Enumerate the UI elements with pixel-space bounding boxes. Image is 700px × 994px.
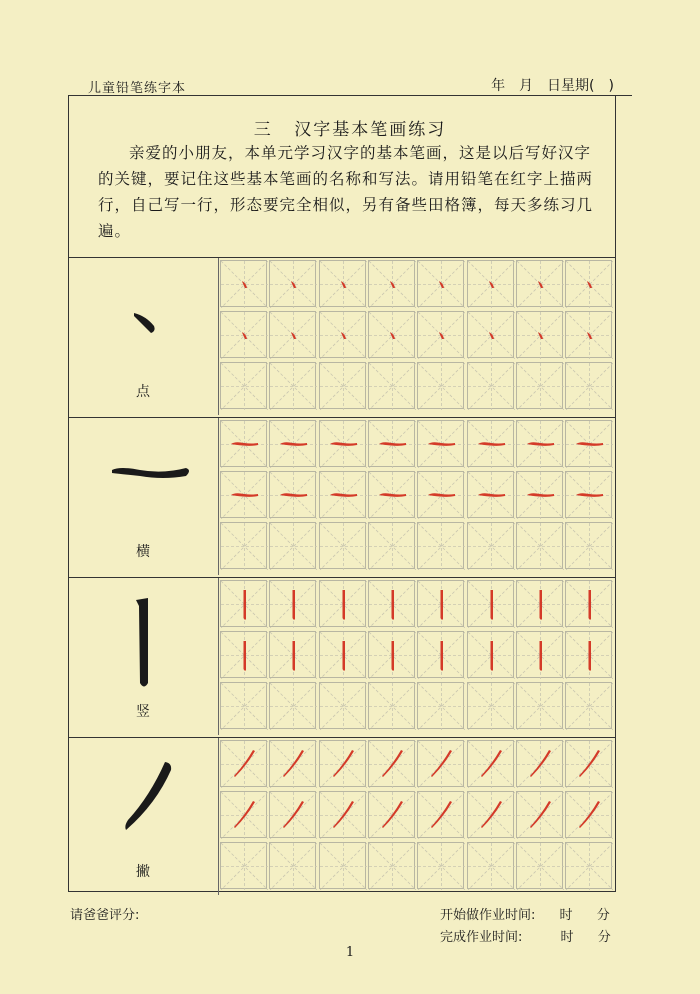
trace-cell[interactable]	[319, 580, 366, 627]
trace-cell[interactable]	[467, 740, 514, 787]
model-stroke	[112, 468, 189, 478]
traced-stroke	[589, 590, 592, 620]
stroke-section-pie	[68, 737, 616, 896]
trace-cell[interactable]	[417, 631, 464, 678]
practice-cell[interactable]	[319, 682, 366, 729]
start-time-label: 开始做作业时间:	[440, 908, 536, 923]
trace-cell[interactable]	[565, 311, 612, 358]
lesson-intro: 亲爱的小朋友，本单元学习汉字的基本笔画，这是以后写好汉字的关键，要记住这些基本笔画的名称和写法。请用铅笔在红字上描两行，自己写一行，形态要完全相似，另有备些田格簿，每天多练习几遍。	[98, 144, 594, 240]
traced-stroke	[391, 590, 394, 620]
trace-cell[interactable]	[220, 791, 267, 838]
trace-cell[interactable]	[269, 631, 316, 678]
stroke-section-shu	[68, 577, 616, 736]
trace-cell[interactable]	[516, 740, 563, 787]
model-character	[68, 738, 219, 895]
end-hour-label: 时	[560, 930, 574, 945]
model-stroke	[136, 598, 148, 687]
trace-cell[interactable]	[516, 631, 563, 678]
traced-stroke	[293, 590, 296, 620]
date-line: 年 月 日星期( )	[491, 78, 614, 94]
trace-cell[interactable]	[467, 580, 514, 627]
trace-cell[interactable]	[368, 260, 415, 307]
stroke-section-dian	[68, 257, 616, 416]
practice-cell[interactable]	[516, 522, 563, 569]
practice-cell[interactable]	[220, 842, 267, 889]
lesson-title-text: 汉字基本笔画练习	[294, 120, 447, 140]
traced-stroke	[441, 590, 444, 620]
trace-cell[interactable]	[368, 631, 415, 678]
practice-cell[interactable]	[220, 522, 267, 569]
trace-cell[interactable]	[417, 580, 464, 627]
practice-cell[interactable]	[319, 522, 366, 569]
trace-cell[interactable]	[319, 740, 366, 787]
traced-stroke	[342, 590, 345, 620]
end-time-label: 完成作业时间:	[440, 930, 523, 945]
start-time-row	[440, 904, 610, 923]
practice-cell[interactable]	[565, 522, 612, 569]
trace-cell[interactable]	[516, 471, 563, 518]
practice-cell[interactable]	[417, 522, 464, 569]
practice-cell[interactable]	[516, 682, 563, 729]
trace-cell[interactable]	[220, 260, 267, 307]
trace-cell[interactable]	[467, 420, 514, 467]
practice-cell[interactable]	[417, 682, 464, 729]
practice-cell[interactable]	[417, 842, 464, 889]
practice-cell[interactable]	[565, 682, 612, 729]
practice-cell[interactable]	[516, 362, 563, 409]
traced-stroke	[539, 590, 542, 620]
model-stroke	[125, 762, 171, 830]
traced-stroke	[589, 641, 592, 671]
stroke-name: 横	[136, 544, 150, 560]
trace-cell[interactable]	[516, 311, 563, 358]
pie-model-icon	[68, 738, 218, 863]
trace-cell[interactable]	[417, 420, 464, 467]
trace-cell[interactable]	[368, 420, 415, 467]
lesson-number: 三	[253, 120, 273, 140]
practice-cell[interactable]	[565, 842, 612, 889]
trace-cell[interactable]	[220, 311, 267, 358]
trace-cell[interactable]	[220, 631, 267, 678]
trace-cell[interactable]	[417, 740, 464, 787]
trace-cell[interactable]	[417, 791, 464, 838]
trace-cell[interactable]	[269, 740, 316, 787]
traced-stroke	[342, 641, 345, 671]
trace-cell[interactable]	[368, 311, 415, 358]
trace-cell[interactable]	[565, 631, 612, 678]
practice-cell[interactable]	[467, 522, 514, 569]
trace-cell[interactable]	[565, 420, 612, 467]
trace-cell[interactable]	[467, 791, 514, 838]
traced-stroke	[391, 641, 394, 671]
stroke-section-heng	[68, 417, 616, 576]
trace-cell[interactable]	[368, 791, 415, 838]
trace-cell[interactable]	[269, 260, 316, 307]
shu-model-icon	[68, 578, 218, 703]
trace-cell[interactable]	[319, 631, 366, 678]
end-time-row	[440, 926, 611, 945]
trace-cell[interactable]	[269, 471, 316, 518]
practice-cell[interactable]	[368, 522, 415, 569]
trace-cell[interactable]	[269, 311, 316, 358]
trace-cell[interactable]	[467, 471, 514, 518]
practice-cell[interactable]	[565, 362, 612, 409]
traced-stroke	[441, 641, 444, 671]
trace-cell[interactable]	[565, 260, 612, 307]
trace-cell[interactable]	[319, 791, 366, 838]
traced-stroke	[293, 641, 296, 671]
practice-cell[interactable]	[220, 362, 267, 409]
trace-cell[interactable]	[269, 791, 316, 838]
book-title: 儿童铅笔练字本	[88, 81, 187, 96]
model-stroke	[134, 313, 155, 333]
trace-cell[interactable]	[368, 580, 415, 627]
lesson-title	[0, 115, 700, 140]
practice-cell[interactable]	[368, 682, 415, 729]
trace-cell[interactable]	[220, 740, 267, 787]
start-hour-label: 时	[559, 908, 573, 923]
practice-cell[interactable]	[269, 682, 316, 729]
trace-cell[interactable]	[467, 260, 514, 307]
start-minute-label: 分	[596, 908, 610, 923]
trace-cell[interactable]	[319, 311, 366, 358]
trace-cell[interactable]	[417, 471, 464, 518]
practice-cell[interactable]	[467, 682, 514, 729]
trace-cell[interactable]	[368, 471, 415, 518]
practice-cell[interactable]	[319, 362, 366, 409]
heng-model-icon	[68, 418, 218, 543]
practice-cell[interactable]	[269, 842, 316, 889]
trace-cell[interactable]	[220, 580, 267, 627]
practice-cell[interactable]	[269, 522, 316, 569]
trace-cell[interactable]	[516, 791, 563, 838]
score-label: 请爸爸评分:	[70, 908, 140, 923]
practice-cell[interactable]	[368, 842, 415, 889]
practice-cell[interactable]	[467, 842, 514, 889]
stroke-name: 点	[136, 384, 150, 400]
trace-cell[interactable]	[220, 471, 267, 518]
trace-cell[interactable]	[516, 420, 563, 467]
end-minute-label: 分	[597, 930, 611, 945]
page-number: 1	[345, 945, 355, 960]
trace-cell[interactable]	[417, 311, 464, 358]
trace-cell[interactable]	[319, 471, 366, 518]
trace-cell[interactable]	[368, 740, 415, 787]
practice-cell[interactable]	[269, 362, 316, 409]
trace-cell[interactable]	[220, 420, 267, 467]
trace-cell[interactable]	[467, 631, 514, 678]
model-character	[68, 258, 219, 415]
trace-cell[interactable]	[565, 791, 612, 838]
practice-cell[interactable]	[417, 362, 464, 409]
trace-cell[interactable]	[269, 580, 316, 627]
practice-cell[interactable]	[220, 682, 267, 729]
trace-cell[interactable]	[565, 471, 612, 518]
trace-cell[interactable]	[516, 260, 563, 307]
trace-cell[interactable]	[565, 580, 612, 627]
trace-cell[interactable]	[319, 260, 366, 307]
trace-cell[interactable]	[319, 420, 366, 467]
traced-stroke	[539, 641, 542, 671]
traced-stroke	[244, 590, 247, 620]
practice-cell[interactable]	[368, 362, 415, 409]
trace-cell[interactable]	[565, 740, 612, 787]
trace-cell[interactable]	[467, 311, 514, 358]
model-character	[68, 418, 219, 575]
dian-model-icon	[68, 258, 218, 383]
model-character	[68, 578, 219, 735]
practice-cell[interactable]	[319, 842, 366, 889]
practice-cell[interactable]	[467, 362, 514, 409]
stroke-name: 撇	[136, 864, 150, 880]
traced-stroke	[244, 641, 247, 671]
stroke-name: 竖	[136, 704, 150, 720]
trace-cell[interactable]	[417, 260, 464, 307]
trace-cell[interactable]	[516, 580, 563, 627]
traced-stroke	[490, 590, 493, 620]
traced-stroke	[490, 641, 493, 671]
practice-cell[interactable]	[516, 842, 563, 889]
trace-cell[interactable]	[269, 420, 316, 467]
